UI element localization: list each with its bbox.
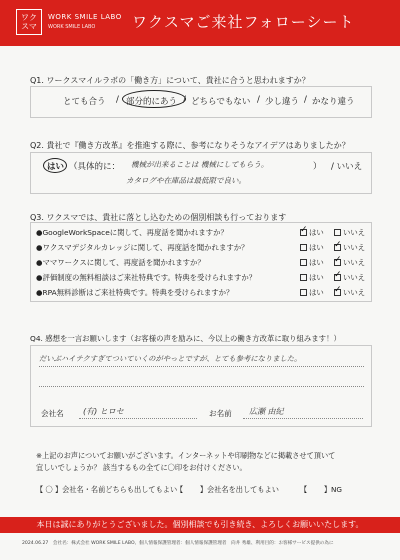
q3-row-3-no[interactable]: [334, 257, 365, 268]
logo-text: ワク スマ: [21, 13, 37, 31]
q4-handwriting: だいぶハイテクすぎてついていくのがやっとですが、とても参考になりました。: [39, 354, 302, 363]
q1-question: Q1. ワークスマイルラボの「働き方」について、貴社に合うと思われますか？: [30, 76, 310, 85]
q1-option-3[interactable]: どちらでもない: [191, 97, 251, 107]
no-label: いいえ: [343, 243, 366, 252]
q1-answer-box: [30, 86, 372, 118]
checkbox-checked-icon: [334, 244, 341, 251]
q1-separator: /: [304, 95, 307, 105]
company-logo: [16, 9, 42, 35]
q3-row-4-yes[interactable]: [300, 272, 324, 283]
q4-answer-box: [30, 345, 372, 427]
q3-row-5-no[interactable]: [334, 287, 365, 298]
q2-close-paren: ）: [313, 162, 322, 172]
checkbox-empty-icon: [334, 229, 341, 236]
q1-separator: /: [257, 95, 260, 105]
consent-line-1: ※上記のお声についてお願いがございます。インターネットや印刷物などに掲載させて頂いて: [36, 451, 336, 460]
no-label: いいえ: [343, 258, 366, 267]
q1-option-2[interactable]: 部分的にあう: [126, 97, 178, 107]
q3-row-5-yes[interactable]: [300, 287, 324, 298]
yes-label: はい: [309, 258, 324, 267]
q3-row-1-no[interactable]: [334, 227, 365, 238]
q3-row-text: ●RPA無料診断はご来社特典です。特典を受けられますか？: [36, 288, 234, 297]
consent-option-2[interactable]: 【 】会社名を出してもよい: [176, 485, 279, 494]
header-bar: [0, 0, 400, 46]
q1-separator: /: [116, 95, 119, 105]
q2-question: Q2. 貴社で『働き方改革』を推進する際に、参考になりそうなアイデアはありましたか？: [30, 141, 350, 150]
consent-option-3[interactable]: 【 】NG: [300, 485, 342, 494]
no-label: いいえ: [343, 273, 366, 282]
company-underline: [79, 418, 197, 419]
q1-option-1[interactable]: とても合う: [63, 97, 106, 107]
q3-question: Q3. ワクスマでは、貴社に落とし込むための個別相談も行っております: [30, 213, 287, 222]
yes-label: はい: [309, 243, 324, 252]
q2-detail-label: （具体的に：: [69, 162, 121, 172]
checkbox-checked-icon: [300, 229, 307, 236]
checkbox-empty-icon: [300, 289, 307, 296]
q3-row-text: ●GoogleWorkSpaceに関して、再度話を聞かれますか？: [36, 228, 228, 237]
yes-label: はい: [309, 228, 324, 237]
q3-row-3-yes[interactable]: [300, 257, 324, 268]
q3-row-2-no[interactable]: [334, 242, 365, 253]
page-title: ワクスマご来社フォローシート: [132, 13, 355, 31]
name-underline: [243, 418, 363, 419]
thanks-banner: 本日は誠にありがとうございました。個別相談でも引き続き、よろしくお願いいたします。: [0, 517, 400, 533]
q2-handwriting-2: カタログや在庫品は最低限で良い。: [126, 176, 246, 185]
consent-line-2: 宜しいでしょうか？ 該当するもの全てに〇印をお付けください。: [36, 463, 247, 472]
q3-row-text: ●ママワークスに関して、再度話を聞かれますか？: [36, 258, 205, 267]
q4-underline: [39, 366, 364, 367]
checkbox-empty-icon: [300, 259, 307, 266]
q3-row-4-no[interactable]: [334, 272, 365, 283]
checkbox-checked-icon: [334, 289, 341, 296]
q4-underline: [39, 386, 364, 387]
name-label: お名前: [209, 409, 232, 418]
q1-option-5[interactable]: かなり違う: [312, 97, 355, 107]
yes-label: はい: [309, 273, 324, 282]
no-label: いいえ: [343, 228, 366, 237]
q3-row-2-yes[interactable]: [300, 242, 324, 253]
brand-subtitle: WORK SMILE LABO: [48, 24, 96, 30]
q4-question: Q4. 感想を一言お願いします（お客様の声を励みに、今以上の働き方改革に取り組みます！）: [30, 334, 341, 343]
checkbox-empty-icon: [300, 244, 307, 251]
q2-handwriting-1: 機械が出来ることは 機械にしてもらう。: [131, 160, 269, 169]
name-value[interactable]: 広瀬 由紀: [249, 407, 284, 416]
q2-answer-box: [30, 152, 372, 194]
yes-label: はい: [309, 288, 324, 297]
checkbox-empty-icon: [300, 274, 307, 281]
q2-yes-label[interactable]: はい: [47, 162, 65, 172]
q3-row-1-yes[interactable]: [300, 227, 324, 238]
company-label: 会社名: [41, 409, 64, 418]
q2-no-label[interactable]: / いいえ: [331, 162, 363, 172]
checkbox-checked-icon: [334, 274, 341, 281]
q3-row-text: ●評価制度の無料相談はご来社特典です。特典を受けられますか？: [36, 273, 257, 282]
q1-separator: /: [183, 95, 186, 105]
brand-name: WORK SMILE LABO: [48, 13, 122, 21]
company-value[interactable]: (有) ヒロセ: [83, 407, 124, 416]
checkbox-checked-icon: [334, 259, 341, 266]
q3-row-text: ●ワクスマデジタルカレッジに関して、再度話を聞かれますか？: [36, 243, 249, 252]
fine-print: 2024.06.27 会社名：株式会社 WORK SMILE LABO、個人情報保護管理者：個人情報保護管理者 向井 秀雄、利用目的：お客様サービス提供の為に: [22, 541, 334, 546]
q1-option-4[interactable]: 少し違う: [265, 97, 300, 107]
no-label: いいえ: [343, 288, 366, 297]
consent-option-1[interactable]: 【 〇 】会社名・名前どちらも出してもよい: [36, 485, 178, 494]
